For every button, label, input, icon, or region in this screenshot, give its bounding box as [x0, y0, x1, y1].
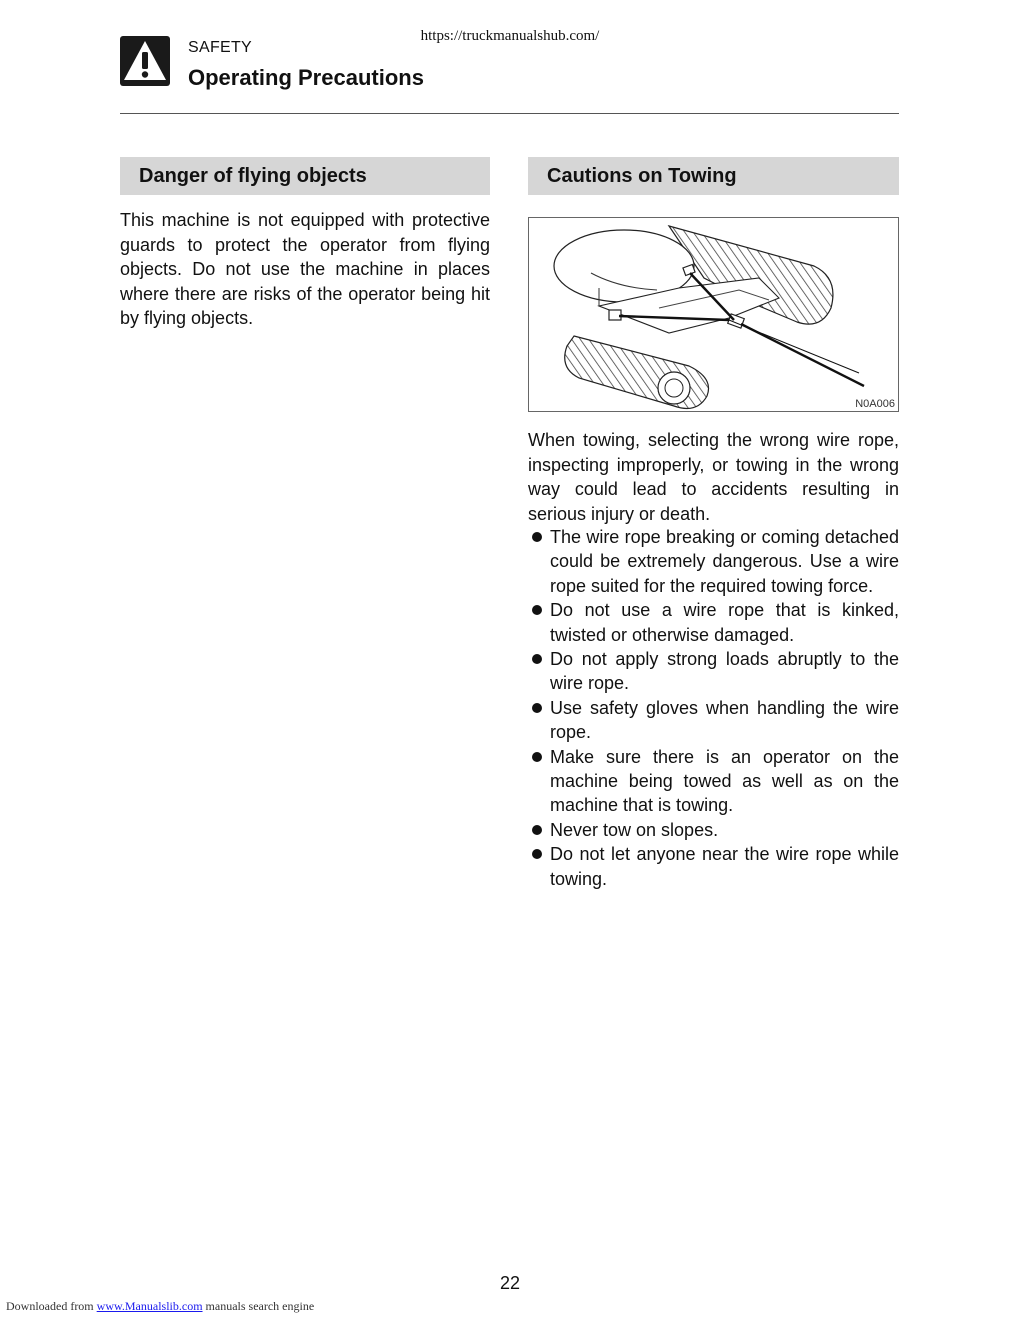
page-number: 22 — [499, 1273, 521, 1293]
list-item: Do not use a wire rope that is kinked, twisted or otherwise damaged. — [528, 598, 899, 647]
bullet-icon — [532, 752, 542, 762]
bullet-icon — [532, 825, 542, 835]
heading-flying-objects: Danger of flying objects — [120, 157, 490, 195]
list-item: Make sure there is an operator on the machine being towed as well as on the machine that is towing. — [528, 745, 899, 818]
towing-bullet-list — [528, 525, 899, 891]
section-label: SAFETY — [188, 39, 253, 56]
warning-triangle-icon — [120, 36, 170, 86]
download-footer: Downloaded from www.Manualslib.com manuals search engine — [6, 1299, 315, 1313]
list-item: Do not apply strong loads abruptly to the wire rope. — [528, 647, 899, 696]
list-item: The wire rope breaking or coming detached could be extremely dangerous. Use a wire rope suited for the required towing force. — [528, 525, 899, 598]
towing-intro-text: When towing, selecting the wrong wire rope, inspecting improperly, or towing in the wrong way could lead to accidents resulting in serious injury or death. — [528, 430, 899, 524]
towing-illustration — [528, 217, 899, 412]
bullet-icon — [532, 605, 542, 615]
top-url: https://truckmanualshub.com/ — [420, 28, 600, 44]
bullet-icon — [532, 849, 542, 859]
list-item: Never tow on slopes. — [528, 818, 899, 842]
manualslib-link[interactable]: www.Manualslib.com — [96, 1299, 203, 1313]
flying-objects-text: This machine is not equipped with protective guards to protect the operator from flying objects. Do not use the machine in places where there are risks of the operator being hit by flying objects. — [120, 210, 490, 328]
figure-code: N0A006 — [855, 398, 895, 410]
list-item: Use safety gloves when handling the wire rope. — [528, 696, 899, 745]
list-item: Do not let anyone near the wire rope while towing. — [528, 842, 899, 891]
bullet-icon — [532, 532, 542, 542]
page-title: Operating Precautions — [188, 65, 424, 90]
header-divider — [120, 113, 899, 114]
bullet-icon — [532, 703, 542, 713]
heading-towing: Cautions on Towing — [528, 157, 899, 195]
bullet-icon — [532, 654, 542, 664]
